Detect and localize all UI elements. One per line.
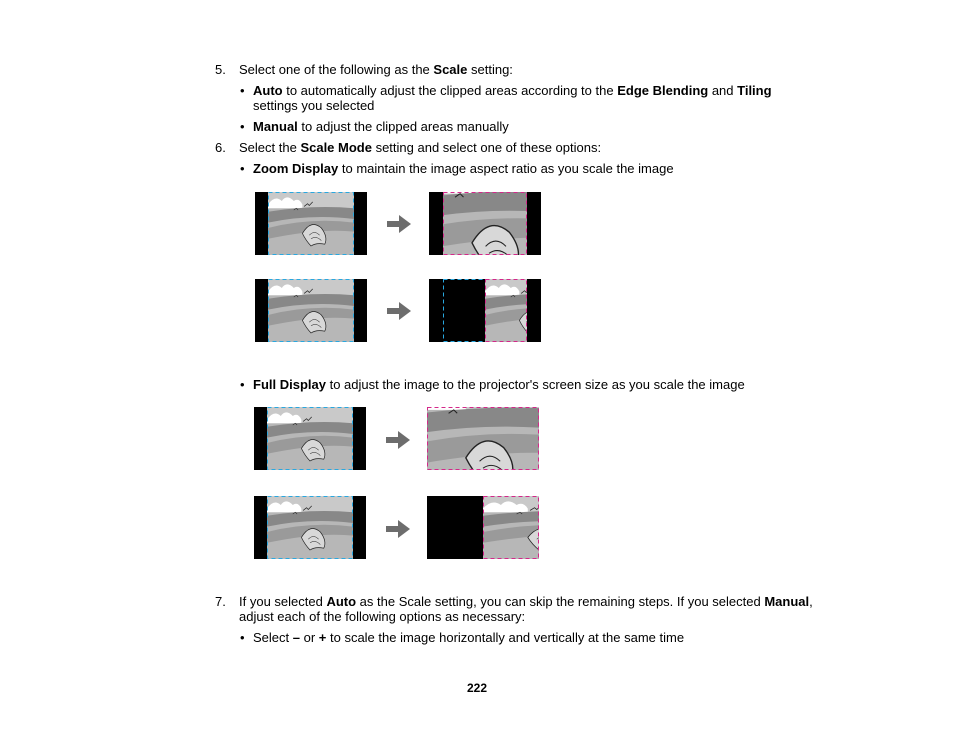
- arrow-right-icon: [387, 215, 411, 233]
- option-full-display-text: Full Display to adjust the image to the projector's screen size as you scale the image: [253, 377, 745, 392]
- bullet-marker: •: [240, 119, 245, 134]
- arrow-right-icon: [386, 520, 410, 538]
- zoom-result-image-2: [429, 279, 541, 342]
- full-source-image-2: [254, 496, 366, 559]
- step-6-text: Select the Scale Mode setting and select one of these options:: [239, 140, 602, 155]
- step-number: 5.: [215, 62, 226, 77]
- scale-option-text: Select – or + to scale the image horizontally and vertically at the same time: [253, 630, 685, 645]
- zoom-result-image-1: [429, 192, 541, 255]
- step-7-text: If you selected Auto as the Scale setting, you can skip the remaining steps. If you selected Manual,: [239, 594, 813, 609]
- option-zoom-display-text: Zoom Display to maintain the image aspect ratio as you scale the image: [253, 161, 674, 176]
- arrow-right-icon: [386, 431, 410, 449]
- step-5-text: Select one of the following as the Scale setting:: [239, 62, 513, 77]
- bullet-marker: •: [240, 377, 245, 392]
- step-7-text-cont: adjust each of the following options as necessary:: [239, 609, 526, 624]
- bullet-marker: •: [240, 161, 245, 176]
- zoom-source-image-2: [255, 279, 367, 342]
- option-auto-text: Auto to automatically adjust the clipped areas according to the Edge Blending and Tiling: [253, 83, 772, 98]
- step-number: 7.: [215, 594, 226, 609]
- option-manual-text: Manual to adjust the clipped areas manually: [253, 119, 509, 134]
- page-number: 222: [466, 681, 488, 695]
- full-source-image-1: [254, 407, 366, 470]
- full-result-image-2: [427, 496, 539, 559]
- zoom-source-image-1: [255, 192, 367, 255]
- full-result-image-1: [427, 407, 539, 470]
- arrow-right-icon: [387, 302, 411, 320]
- step-number: 6.: [215, 140, 226, 155]
- bullet-marker: •: [240, 630, 245, 645]
- option-auto-text-cont: settings you selected: [253, 98, 375, 113]
- bullet-marker: •: [240, 83, 245, 98]
